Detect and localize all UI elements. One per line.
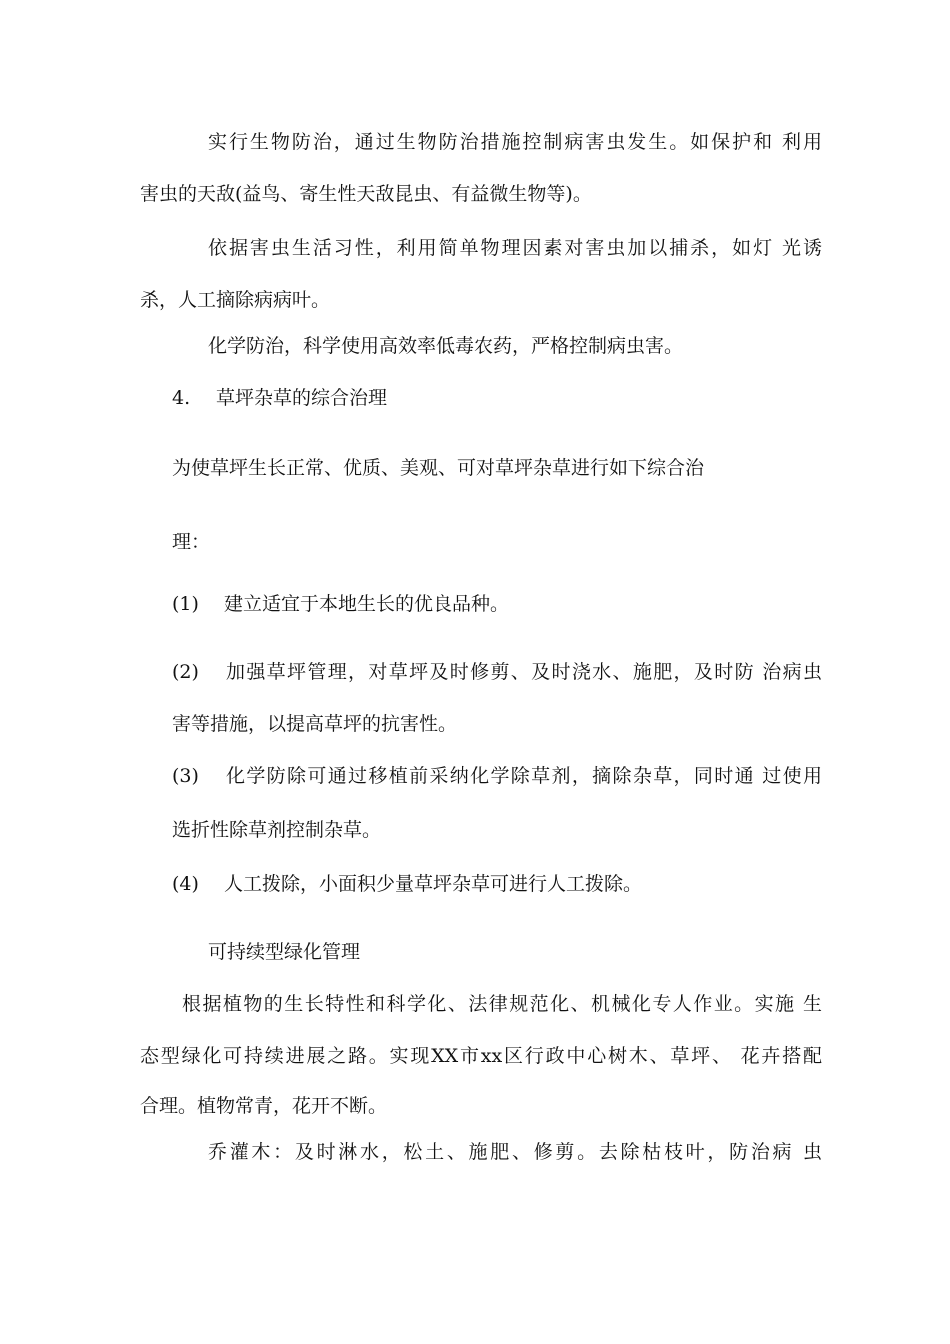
section-4-intro-line-1: 为使草坪生长正常、优质、美观、可对草坪杂草进行如下综合治 [172,457,705,479]
sustainable-paragraph-line-2: 态型绿化可持续进展之路。实现XX市xx区行政中心树木、草坪、 花卉搭配 [140,1045,822,1067]
list-item-2-text-line-2: 害等措施，以提高草坪的抗害性。 [172,713,458,735]
sustainable-heading: 可持续型绿化管理 [208,941,361,963]
chemical-paragraph: 化学防治，科学使用高效率低毒农药，严格控制病虫害。 [208,335,684,357]
list-item-2-number: (2) [172,661,199,683]
physical-paragraph-line-2: 杀，人工摘除病病叶。 [140,289,331,311]
bio-paragraph-line-2: 害虫的天敌(益鸟、寄生性天敌昆虫、有益微生物等)。 [140,183,592,205]
bio-paragraph-line-1: 实行生物防治，通过生物防治措施控制病害虫发生。如保护和 利用 [208,131,822,153]
list-item-3-number: (3) [172,765,199,787]
section-4-intro-line-2: 理： [172,531,211,553]
list-item-2-text-line-1: 加强草坪管理，对草坪及时修剪、及时浇水、施肥，及时防 治病虫 [226,661,822,683]
list-item-1-number: (1) [172,593,199,615]
list-item-1-text: 建立适宜于本地生长的优良品种。 [224,593,510,615]
sustainable-paragraph-line-3: 合理。植物常青，花开不断。 [140,1095,388,1117]
list-item-4-text: 人工拨除，小面积少量草坪杂草可进行人工拨除。 [224,873,643,895]
physical-paragraph-line-1: 依据害虫生活习性，利用简单物理因素对害虫加以捕杀，如灯 光诱 [208,237,822,259]
shrub-paragraph-line-1: 乔灌木：及时淋水，松土、施肥、修剪。去除枯枝叶，防治病 虫 [208,1141,822,1163]
section-4-number: 4. [172,387,191,409]
list-item-3-text-line-1: 化学防除可通过移植前采纳化学除草剂，摘除杂草，同时通 过使用 [226,765,822,787]
section-4-title: 草坪杂草的综合治理 [216,387,388,409]
sustainable-paragraph-line-1: 根据植物的生长特性和科学化、法律规范化、机械化专人作业。实施 生 [182,993,822,1015]
list-item-4-number: (4) [172,873,199,895]
list-item-3-text-line-2: 选折性除草剂控制杂草。 [172,819,382,841]
